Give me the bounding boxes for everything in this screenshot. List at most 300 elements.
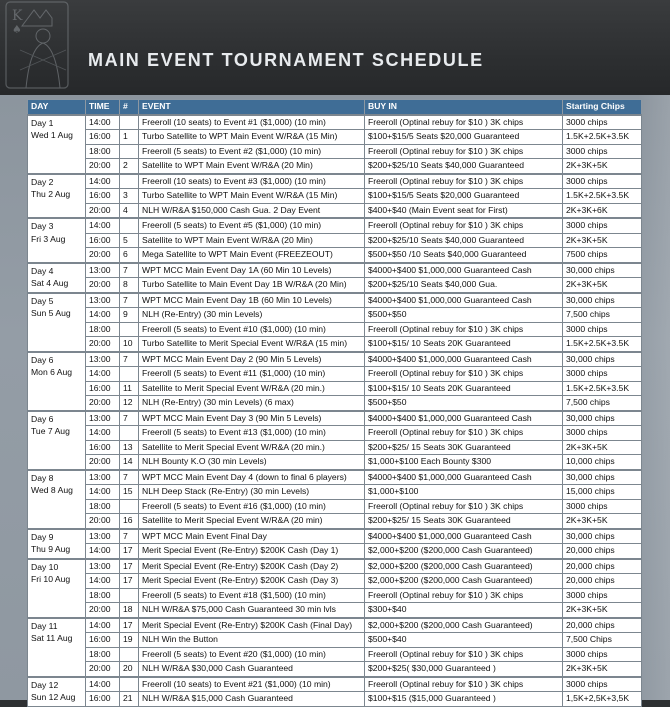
event-number-cell: 4 (120, 203, 139, 218)
event-cell: Turbo Satellite to WPT Main Event W/R&A (15 Min) (139, 130, 365, 145)
time-cell: 20:00 (86, 455, 120, 470)
event-cell: Merit Special Event (Re-Entry) $200K Cash (Day 3) (139, 574, 365, 589)
day-date: Sat 4 Aug (31, 278, 69, 288)
buyin-cell: Freeroll (Optinal rebuy for $10 ) 3K chips (365, 677, 563, 692)
table-row (28, 647, 642, 662)
day-label: Day 4 (31, 265, 54, 276)
time-cell: 18:00 (86, 144, 120, 159)
table-row (28, 440, 642, 455)
time-cell: 18:00 (86, 499, 120, 514)
chips-cell: 30,000 chips (563, 263, 642, 278)
table-row (28, 603, 642, 618)
event-number-cell (120, 647, 139, 662)
event-cell: Freeroll (10 seats) to Event #21 ($1,000) (10 min) (139, 677, 365, 692)
event-cell: Freeroll (5 seats) to Event #11 ($1,000) (10 min) (139, 367, 365, 382)
day-group (28, 559, 642, 618)
event-number-cell (120, 426, 139, 441)
chips-cell: 20,000 chips (563, 574, 642, 589)
event-number-cell: 14 (120, 455, 139, 470)
time-cell: 13:00 (86, 352, 120, 367)
event-cell: Freeroll (5 seats) to Event #5 ($1,000) (10 min) (139, 218, 365, 233)
event-cell: Freeroll (10 seats) to Event #3 ($1,000) (10 min) (139, 174, 365, 189)
day-label: Day 9 (31, 531, 54, 542)
day-label: Day 3 (31, 221, 54, 231)
day-group (28, 352, 642, 411)
event-cell: NLH W/R&A $150,000 Cash Gua. 2 Day Event (139, 203, 365, 218)
day-cell (28, 559, 86, 618)
event-number-cell: 7 (120, 411, 139, 426)
event-cell: NLH Win the Button (139, 633, 365, 648)
day-label: Day 6 (31, 413, 54, 424)
table-row (28, 278, 642, 293)
day-label: Day 1 (31, 117, 54, 128)
buyin-cell: $500+$50 (365, 308, 563, 323)
event-number-cell: 5 (120, 233, 139, 248)
buyin-cell: Freeroll (Optinal rebuy for $10 ) 3K chips (365, 115, 563, 130)
time-cell: 14:00 (86, 618, 120, 633)
event-number-cell: 7 (120, 263, 139, 278)
time-cell: 13:00 (86, 411, 120, 426)
day-cell (28, 677, 86, 707)
buyin-cell: Freeroll (Optinal rebuy for $10 ) 3K chips (365, 367, 563, 382)
event-cell: Freeroll (5 seats) to Event #10 ($1,000) (10 min) (139, 322, 365, 337)
table-row (28, 559, 642, 574)
event-number-cell (120, 677, 139, 692)
day-date: Sun 12 Aug (31, 692, 76, 702)
table-row (28, 322, 642, 337)
day-date: Mon 6 Aug (31, 367, 73, 377)
time-cell: 14:00 (86, 308, 120, 323)
buyin-cell: Freeroll (Optinal rebuy for $10 ) 3K chips (365, 322, 563, 337)
day-group (28, 411, 642, 470)
chips-cell: 3000 chips (563, 426, 642, 441)
day-cell (28, 470, 86, 529)
event-number-cell: 9 (120, 308, 139, 323)
buyin-cell: $2,000+$200 ($200,000 Cash Guaranteed) (365, 574, 563, 589)
chips-cell: 1.5K+2.5K+3.5K (563, 381, 642, 396)
buyin-cell: $200+$25( $30,000 Guaranteed ) (365, 662, 563, 677)
event-number-cell (120, 174, 139, 189)
event-number-cell: 15 (120, 485, 139, 500)
svg-text:K: K (12, 8, 23, 24)
table-row (28, 470, 642, 485)
chips-cell: 3000 chips (563, 115, 642, 130)
chips-cell: 10,000 chips (563, 455, 642, 470)
event-cell: NLH (Re-Entry) (30 min Levels) (139, 308, 365, 323)
event-number-cell: 3 (120, 189, 139, 204)
buyin-cell: Freeroll (Optinal rebuy for $10 ) 3K chips (365, 144, 563, 159)
table-row (28, 633, 642, 648)
event-cell: Turbo Satellite to WPT Main Event W/R&A (15 Min) (139, 189, 365, 204)
day-group (28, 174, 642, 219)
event-number-cell: 6 (120, 248, 139, 263)
day-date: Fri 10 Aug (31, 574, 71, 584)
buyin-cell: $100+$15/ 10 Seats 20K Guaranteed (365, 337, 563, 352)
time-cell: 14:00 (86, 367, 120, 382)
event-number-cell (120, 322, 139, 337)
header-banner (0, 0, 670, 95)
time-cell: 18:00 (86, 322, 120, 337)
event-number-cell: 10 (120, 337, 139, 352)
event-number-cell: 20 (120, 662, 139, 677)
event-cell: Satellite to Merit Special Event W/R&A (20 min.) (139, 381, 365, 396)
col-header-buyin: BUY IN (365, 100, 563, 115)
event-number-cell: 21 (120, 692, 139, 707)
day-date: Sun 5 Aug (31, 308, 71, 318)
chips-cell: 30,000 chips (563, 352, 642, 367)
time-cell: 14:00 (86, 218, 120, 233)
time-cell: 18:00 (86, 647, 120, 662)
event-cell: Satellite to WPT Main Event W/R&A (20 Min) (139, 159, 365, 174)
buyin-cell: $2,000+$200 ($200,000 Cash Guaranteed) (365, 544, 563, 559)
time-cell: 20:00 (86, 248, 120, 263)
chips-cell: 3000 chips (563, 322, 642, 337)
time-cell: 14:00 (86, 574, 120, 589)
time-cell: 20:00 (86, 396, 120, 411)
table-row (28, 618, 642, 633)
chips-cell: 1.5K+2.5K+3.5K (563, 337, 642, 352)
event-cell: NLH (Re-Entry) (30 min Levels) (6 max) (139, 396, 365, 411)
time-cell: 20:00 (86, 203, 120, 218)
time-cell: 16:00 (86, 130, 120, 145)
table-header-row (28, 100, 642, 115)
day-date: Sat 11 Aug (31, 633, 73, 643)
chips-cell: 2K+3K+5K (563, 233, 642, 248)
buyin-cell: $100+$15/5 Seats $20,000 Guaranteed (365, 130, 563, 145)
day-cell (28, 115, 86, 174)
buyin-cell: $200+$25/10 Seats $40,000 Guaranteed (365, 159, 563, 174)
page-title: MAIN EVENT TOURNAMENT SCHEDULE (88, 50, 484, 70)
chips-cell: 20,000 chips (563, 559, 642, 574)
chips-cell: 1.5K+2.5K+3.5K (563, 130, 642, 145)
time-cell: 16:00 (86, 189, 120, 204)
table-row (28, 159, 642, 174)
event-cell: Freeroll (10 seats) to Event #1 ($1,000) (10 min) (139, 115, 365, 130)
chips-cell: 3000 chips (563, 677, 642, 692)
buyin-cell: $500+$50 /10 Seats $40,000 Guaranteed (365, 248, 563, 263)
chips-cell: 30,000 chips (563, 470, 642, 485)
time-cell: 14:00 (86, 174, 120, 189)
event-number-cell: 7 (120, 293, 139, 308)
buyin-cell: Freeroll (Optinal rebuy for $10 ) 3K chips (365, 174, 563, 189)
day-group (28, 677, 642, 707)
event-cell: Mega Satellite to WPT Main Event (FREEZEOUT) (139, 248, 365, 263)
buyin-cell: $500+$40 (365, 633, 563, 648)
table-row (28, 337, 642, 352)
table-row (28, 411, 642, 426)
table-row (28, 514, 642, 529)
buyin-cell: $200+$25/ 15 Seats 30K Guaranteed (365, 514, 563, 529)
table-row (28, 203, 642, 218)
day-label: Day 10 (31, 561, 59, 572)
time-cell: 13:00 (86, 470, 120, 485)
table-row (28, 499, 642, 514)
event-cell: Merit Special Event (Re-Entry) $200K Cash (Day 2) (139, 559, 365, 574)
table-row (28, 396, 642, 411)
event-cell: WPT MCC Main Event Day 2 (90 Min 5 Levels) (139, 352, 365, 367)
day-cell (28, 529, 86, 559)
day-cell (28, 618, 86, 677)
day-date: Thu 2 Aug (31, 189, 71, 199)
day-cell (28, 174, 86, 219)
buyin-cell: $4000+$400 $1,000,000 Guaranteed Cash (365, 293, 563, 308)
chips-cell: 7,500 chips (563, 396, 642, 411)
time-cell: 20:00 (86, 603, 120, 618)
time-cell: 16:00 (86, 233, 120, 248)
event-cell: Merit Special Event (Re-Entry) $200K Cash (Final Day) (139, 618, 365, 633)
event-number-cell: 8 (120, 278, 139, 293)
table-row (28, 308, 642, 323)
chips-cell: 7500 chips (563, 248, 642, 263)
time-cell: 20:00 (86, 662, 120, 677)
event-number-cell: 7 (120, 529, 139, 544)
chips-cell: 3000 chips (563, 647, 642, 662)
buyin-cell: Freeroll (Optinal rebuy for $10 ) 3K chips (365, 499, 563, 514)
chips-cell: 2K+3K+5K (563, 662, 642, 677)
buyin-cell: $200+$25/ 15 Seats 30K Guaranteed (365, 440, 563, 455)
chips-cell: 30,000 chips (563, 529, 642, 544)
chips-cell: 20,000 chips (563, 618, 642, 633)
chips-cell: 30,000 chips (563, 293, 642, 308)
time-cell: 13:00 (86, 529, 120, 544)
event-cell: WPT MCC Main Event Day 1A (60 Min 10 Levels) (139, 263, 365, 278)
event-cell: WPT MCC Main Event Final Day (139, 529, 365, 544)
event-number-cell: 2 (120, 159, 139, 174)
event-cell: Freeroll (5 seats) to Event #16 ($1,000) (10 min) (139, 499, 365, 514)
buyin-cell: $300+$40 (365, 603, 563, 618)
day-group (28, 115, 642, 174)
buyin-cell: $1,000+$100 Each Bounty $300 (365, 455, 563, 470)
time-cell: 16:00 (86, 692, 120, 707)
event-number-cell: 17 (120, 544, 139, 559)
time-cell: 14:00 (86, 426, 120, 441)
day-label: Day 5 (31, 295, 54, 306)
event-number-cell: 18 (120, 603, 139, 618)
event-number-cell (120, 218, 139, 233)
buyin-cell: $4000+$400 $1,000,000 Guaranteed Cash (365, 470, 563, 485)
chips-cell: 3000 chips (563, 218, 642, 233)
day-group (28, 618, 642, 677)
buyin-cell: $4000+$400 $1,000,000 Guaranteed Cash (365, 529, 563, 544)
time-cell: 20:00 (86, 159, 120, 174)
time-cell: 16:00 (86, 381, 120, 396)
day-label: Day 8 (31, 472, 54, 483)
event-number-cell: 11 (120, 381, 139, 396)
buyin-cell: $4000+$400 $1,000,000 Guaranteed Cash (365, 411, 563, 426)
col-header-day: DAY (28, 100, 86, 115)
event-number-cell: 7 (120, 352, 139, 367)
table-row (28, 189, 642, 204)
chips-cell: 1,5K+2,5K+3,5K (563, 692, 642, 707)
day-group (28, 218, 642, 263)
table-row (28, 529, 642, 544)
table-row (28, 130, 642, 145)
event-cell: Freeroll (5 seats) to Event #18 ($1,500) (10 min) (139, 588, 365, 603)
table-row (28, 588, 642, 603)
event-number-cell: 17 (120, 574, 139, 589)
chips-cell: 3000 chips (563, 499, 642, 514)
day-cell (28, 411, 86, 470)
table-row (28, 692, 642, 707)
event-cell: Turbo Satellite to Main Event Day 1B W/R&A (20 Min) (139, 278, 365, 293)
event-cell: WPT MCC Main Event Day 1B (60 Min 10 Levels) (139, 293, 365, 308)
col-header-event: EVENT (139, 100, 365, 115)
day-date: Wed 1 Aug (31, 130, 73, 140)
table-row (28, 352, 642, 367)
event-number-cell: 7 (120, 470, 139, 485)
buyin-cell: $200+$25/10 Seats $40,000 Gua. (365, 278, 563, 293)
table-row (28, 263, 642, 278)
day-cell (28, 218, 86, 263)
event-cell: Satellite to Merit Special Event W/R&A (20 min.) (139, 440, 365, 455)
time-cell: 20:00 (86, 278, 120, 293)
event-cell: Freeroll (5 seats) to Event #2 ($1,000) (10 min) (139, 144, 365, 159)
event-number-cell: 19 (120, 633, 139, 648)
chips-cell: 3000 chips (563, 367, 642, 382)
day-date: Wed 8 Aug (31, 485, 73, 495)
time-cell: 14:00 (86, 115, 120, 130)
event-cell: NLH W/R&A $75,000 Cash Guaranteed 30 min lvls (139, 603, 365, 618)
time-cell: 20:00 (86, 514, 120, 529)
schedule-panel (0, 95, 670, 704)
event-number-cell: 12 (120, 396, 139, 411)
event-number-cell: 17 (120, 618, 139, 633)
buyin-cell: $2,000+$200 ($200,000 Cash Guaranteed) (365, 618, 563, 633)
chips-cell: 30,000 chips (563, 411, 642, 426)
time-cell: 13:00 (86, 293, 120, 308)
chips-cell: 7,500 chips (563, 308, 642, 323)
chips-cell: 2K+3K+6K (563, 203, 642, 218)
event-cell: Satellite to WPT Main Event W/R&A (20 Min) (139, 233, 365, 248)
chips-cell: 7,500 Chips (563, 633, 642, 648)
chips-cell: 3000 chips (563, 144, 642, 159)
event-cell: Satellite to Merit Special Event W/R&A (20 min) (139, 514, 365, 529)
time-cell: 14:00 (86, 677, 120, 692)
chips-cell: 3000 chips (563, 174, 642, 189)
event-number-cell: 17 (120, 559, 139, 574)
time-cell: 16:00 (86, 440, 120, 455)
buyin-cell: $100+$15/5 Seats $20,000 Guaranteed (365, 189, 563, 204)
buyin-cell: Freeroll (Optinal rebuy for $10 ) 3K chips (365, 647, 563, 662)
event-cell: WPT MCC Main Event Day 3 (90 Min 5 Levels) (139, 411, 365, 426)
time-cell: 14:00 (86, 485, 120, 500)
chips-cell: 2K+3K+5K (563, 514, 642, 529)
table-row (28, 574, 642, 589)
col-header-time: TIME (86, 100, 120, 115)
table-row (28, 381, 642, 396)
event-number-cell (120, 499, 139, 514)
table-row (28, 455, 642, 470)
event-number-cell (120, 588, 139, 603)
day-group (28, 263, 642, 293)
decorative-strip (638, 95, 670, 700)
chips-cell: 3000 chips (563, 588, 642, 603)
day-date: Thu 9 Aug (31, 544, 71, 554)
table-row (28, 248, 642, 263)
day-date: Tue 7 Aug (31, 426, 70, 436)
table-row (28, 485, 642, 500)
col-header-chips: Starting Chips (563, 100, 642, 115)
event-number-cell: 16 (120, 514, 139, 529)
buyin-cell: $4000+$400 $1,000,000 Guaranteed Cash (365, 352, 563, 367)
chips-cell: 2K+3K+5K (563, 159, 642, 174)
day-date: Fri 3 Aug (31, 233, 66, 244)
table-row (28, 174, 642, 189)
day-group (28, 529, 642, 559)
time-cell: 18:00 (86, 588, 120, 603)
day-label: Day 11 (31, 620, 58, 631)
chips-cell: 15,000 chips (563, 485, 642, 500)
event-cell: Turbo Satellite to Merit Special Event W/R&A (15 min) (139, 337, 365, 352)
table-row (28, 293, 642, 308)
chips-cell: 2K+3K+5K (563, 603, 642, 618)
buyin-cell: $1,000+$100 (365, 485, 563, 500)
event-number-cell: 1 (120, 130, 139, 145)
table-row (28, 677, 642, 692)
buyin-cell: Freeroll (Optinal rebuy for $10 ) 3K chips (365, 218, 563, 233)
buyin-cell: $200+$25/10 Seats $40,000 Guaranteed (365, 233, 563, 248)
day-cell (28, 352, 86, 411)
table-row (28, 426, 642, 441)
day-cell (28, 293, 86, 352)
event-cell: NLH Bounty K.O (30 min Levels) (139, 455, 365, 470)
buyin-cell: $400+$40 (Main Event seat for First) (365, 203, 563, 218)
chips-cell: 1.5K+2.5K+3.5K (563, 189, 642, 204)
buyin-cell: $4000+$400 $1,000,000 Guaranteed Cash (365, 263, 563, 278)
buyin-cell: $500+$50 (365, 396, 563, 411)
table-row (28, 233, 642, 248)
event-number-cell (120, 115, 139, 130)
chips-cell: 2K+3K+5K (563, 440, 642, 455)
king-card-icon (0, 0, 78, 92)
day-label: Day 6 (31, 354, 54, 365)
table-row (28, 115, 642, 130)
table-row (28, 218, 642, 233)
event-cell: NLH W/R&A $30,000 Cash Guaranteed (139, 662, 365, 677)
event-number-cell: 13 (120, 440, 139, 455)
day-group (28, 470, 642, 529)
table-row (28, 662, 642, 677)
event-cell: NLH W/R&A $15,000 Cash Guaranteed (139, 692, 365, 707)
event-number-cell (120, 367, 139, 382)
event-cell: Freeroll (5 seats) to Event #13 ($1,000) (10 min) (139, 426, 365, 441)
day-label: Day 2 (31, 176, 54, 187)
buyin-cell: $100+$15/ 10 Seats 20K Guaranteed (365, 381, 563, 396)
event-cell: Freeroll (5 seats) to Event #20 ($1,000) (10 min) (139, 647, 365, 662)
day-group (28, 293, 642, 352)
event-cell: WPT MCC Main Event Day 4 (down to final 6 players) (139, 470, 365, 485)
table-row (28, 544, 642, 559)
time-cell: 20:00 (86, 337, 120, 352)
chips-cell: 2K+3K+5K (563, 278, 642, 293)
day-cell (28, 263, 86, 293)
event-cell: Merit Special Event (Re-Entry) $200K Cash (Day 1) (139, 544, 365, 559)
event-cell: NLH Deep Stack (Re-Entry) (30 min Levels) (139, 485, 365, 500)
svg-text:♠: ♠ (12, 23, 22, 36)
schedule-table (27, 99, 642, 707)
buyin-cell: Freeroll (Optinal rebuy for $10 ) 3K chips (365, 588, 563, 603)
buyin-cell: Freeroll (Optinal rebuy for $10 ) 3K chips (365, 426, 563, 441)
time-cell: 16:00 (86, 633, 120, 648)
chips-cell: 20,000 chips (563, 544, 642, 559)
table-row (28, 367, 642, 382)
day-label: Day 12 (31, 679, 59, 690)
col-header-number: # (120, 100, 139, 115)
time-cell: 14:00 (86, 544, 120, 559)
time-cell: 13:00 (86, 559, 120, 574)
table-row (28, 144, 642, 159)
buyin-cell: $2,000+$200 ($200,000 Cash Guaranteed) (365, 559, 563, 574)
